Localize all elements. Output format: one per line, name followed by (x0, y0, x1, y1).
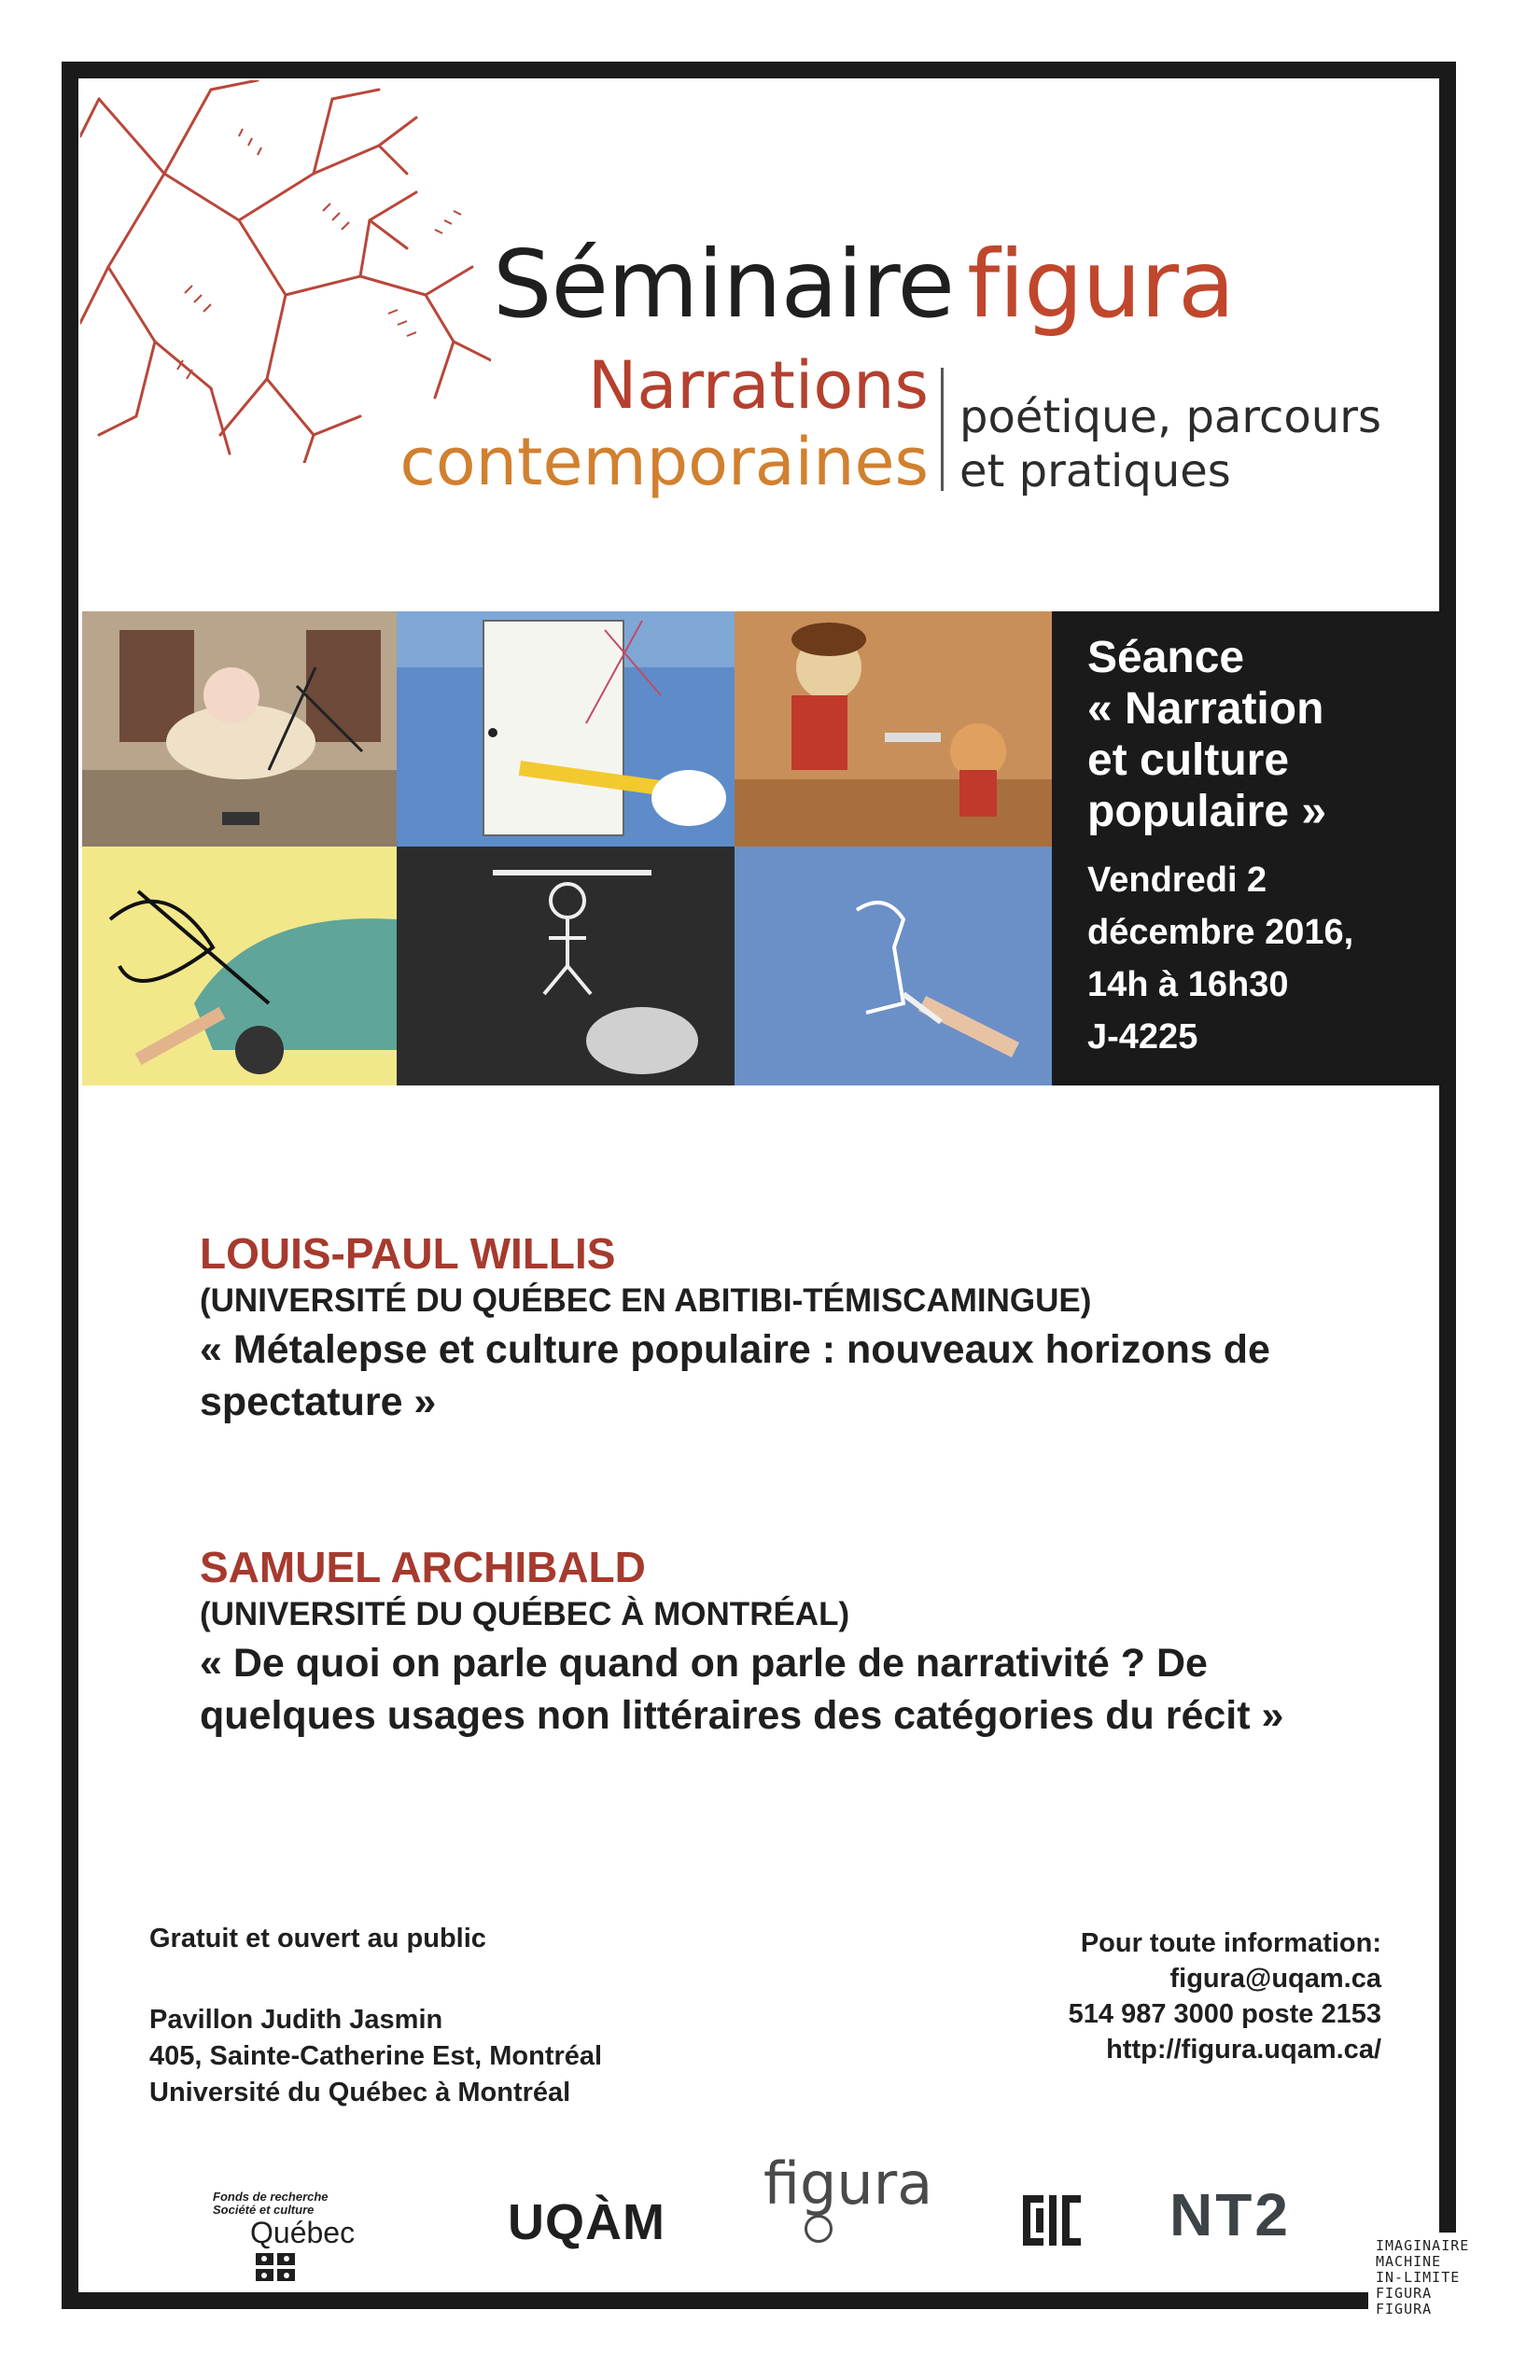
frq-line2: Société et culture (213, 2203, 315, 2217)
contact-email-link[interactable]: figura@uqam.ca (1169, 1964, 1381, 1994)
contact-phone: 514 987 3000 poste 2153 (1068, 1999, 1381, 2029)
collage-tile-car (82, 847, 397, 1085)
frq-line1: Fonds de recherche (213, 2190, 329, 2204)
narrations-heading (399, 347, 929, 500)
session-date-line: Vendredi 2 (1087, 861, 1267, 900)
venue-street: 405, Sainte-Catherine Est, Montréal (149, 2041, 603, 2071)
free-entry-note: Gratuit et ouvert au public (149, 1924, 486, 1953)
imaginaire-logo (1368, 2233, 1488, 2319)
imaginaire-line: MACHINE (1376, 2253, 1442, 2270)
session-title-line: populaire » (1087, 787, 1327, 836)
session-info (1087, 854, 1430, 1063)
session-box (1052, 611, 1439, 1085)
quebec-flag-icon (256, 2253, 295, 2281)
session-title-line: « Narration (1087, 684, 1324, 734)
contact-info (1069, 1925, 1381, 2067)
session-title (1087, 632, 1430, 837)
narrations-line2: contemporaines (399, 424, 929, 500)
speaker-block (200, 1542, 1320, 1742)
session-time: 14h à 16h30 (1087, 965, 1289, 1004)
title-brand: figura (967, 230, 1235, 339)
subtitle-line2: et pratiques (959, 445, 1231, 497)
talk-title: « De quoi on parle quand on parle de narrativité ? De quelques usages non littéraires des catégories du récit » (200, 1641, 1284, 1738)
nt2-logo: NT2 (1169, 2181, 1291, 2248)
uqam-logo: UQÀM (508, 2194, 665, 2250)
speaker-name: SAMUEL ARCHIBALD (200, 1543, 646, 1591)
figura-logo-text: figura (763, 2149, 933, 2218)
collage-tile-throne (82, 611, 397, 847)
collage-tile-dog (735, 611, 1052, 847)
cartoon-collage (82, 611, 1052, 1085)
figura-ring-icon (805, 2215, 833, 2243)
imaginaire-line: FIGURA (1376, 2285, 1433, 2302)
collage-tile-chalk (397, 847, 735, 1085)
imaginaire-line: IN-LIMITE (1376, 2269, 1461, 2286)
speaker-university: (UNIVERSITÉ DU QUÉBEC EN ABITIBI-TÉMISCAMINGUE) (200, 1282, 1092, 1319)
imaginaire-line: IMAGINAIRE (1376, 2237, 1470, 2254)
frq-name: Québec (250, 2216, 356, 2249)
venue-name: Pavillon Judith Jasmin (149, 2005, 443, 2035)
crilcq-logo-icon (1023, 2195, 1081, 2246)
title-divider (941, 368, 944, 491)
collage-tile-door (397, 611, 735, 847)
venue-address (149, 2002, 602, 2111)
speaker-block (200, 1228, 1320, 1428)
frq-logo (213, 2191, 399, 2256)
session-date-line: décembre 2016, (1087, 913, 1354, 952)
collage-tile-drawing (735, 847, 1052, 1085)
venue-university: Université du Québec à Montréal (149, 2078, 571, 2107)
figura-logo (763, 2149, 932, 2218)
talk-title: « Métalepse et culture populaire : nouveaux horizons de spectature » (200, 1327, 1270, 1424)
speaker-university: (UNIVERSITÉ DU QUÉBEC À MONTRÉAL) (200, 1596, 850, 1632)
contact-heading: Pour toute information: (1080, 1928, 1381, 1958)
subtitle-line1: poétique, parcours (959, 391, 1381, 443)
session-title-line: Séance (1087, 633, 1245, 682)
session-title-line: et culture (1087, 735, 1290, 785)
seminar-title (493, 230, 1235, 339)
narrations-line1: Narrations (587, 347, 929, 424)
website-link[interactable]: http://figura.uqam.ca/ (1106, 2035, 1381, 2065)
imaginaire-line: FIGURA (1376, 2301, 1433, 2317)
title-main: Séminaire (493, 230, 955, 339)
speaker-name: LOUIS-PAUL WILLIS (200, 1229, 616, 1278)
subtitle (959, 390, 1381, 498)
session-room: J-4225 (1087, 1017, 1198, 1057)
